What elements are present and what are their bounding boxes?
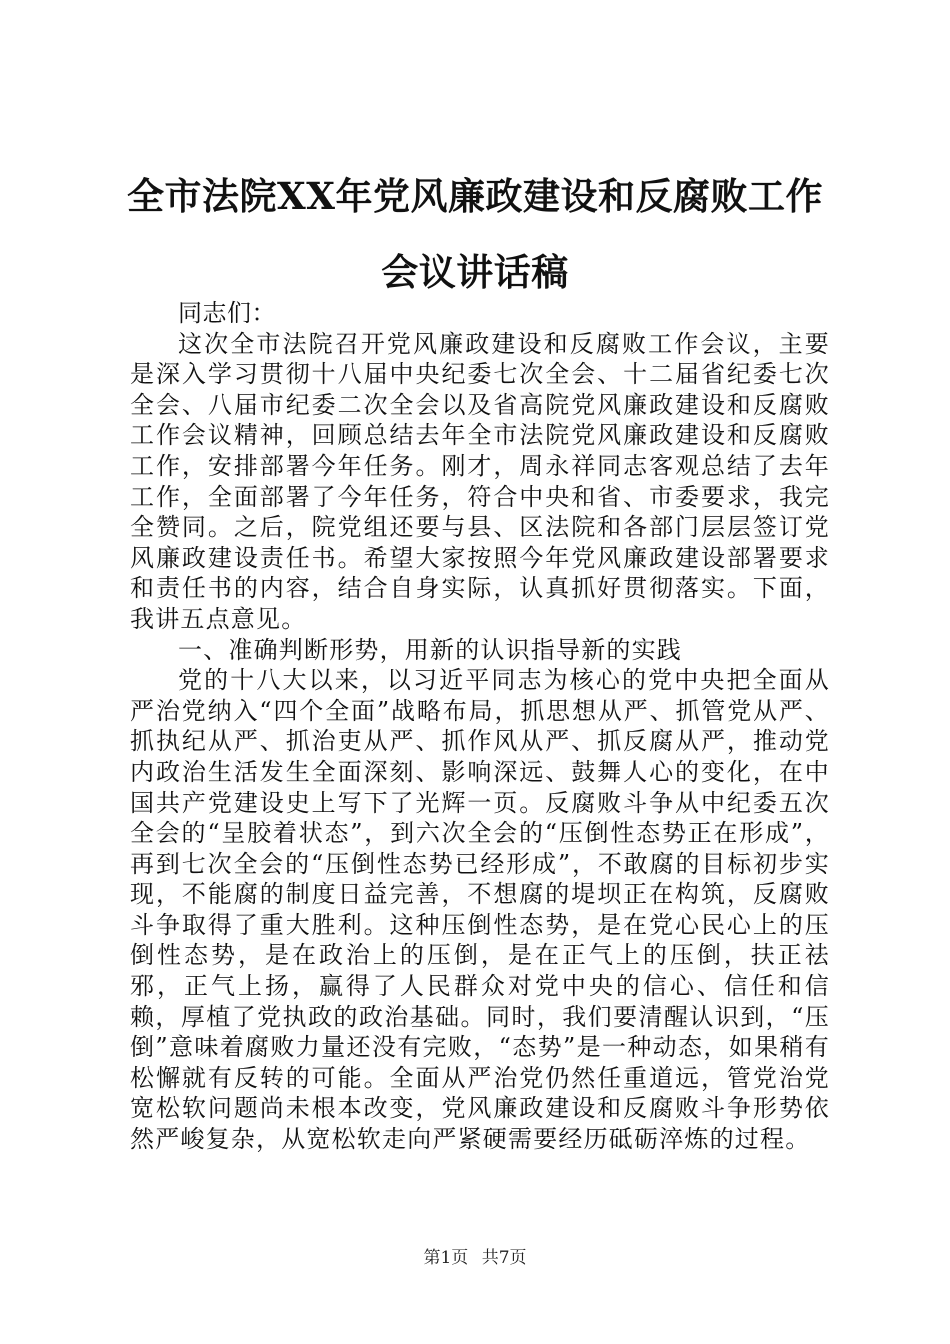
page-total: 共7页 bbox=[481, 1248, 527, 1268]
document-title: 全市法院XX年党风廉政建设和反腐败工作会议讲话稿 bbox=[127, 174, 823, 294]
paragraph-intro: 这次全市法院召开党风廉政建设和反腐败工作会议，主要是深入学习贯彻十八届中央纪委七次全会、十二届省纪委七次全会、八届市纪委二次全会以及省高院党风廉政建设和反腐败工作会议精神，回顾总结去年全市法院党风廉政建设和反腐败工作，安排部署今年任务。刚才，周永祥同志客观总结了去年工作，全面部署了今年任务，符合中央和省、市委要求，我完全赞同。之后，院党组还要与县、区法院和各部门层层签订党风廉政建设责任书。希望大家按照今年党风廉政建设部署要求和责任书的内容，结合自身实际，认真抓好贯彻落实。下面，我讲五点意见。 bbox=[130, 329, 830, 633]
page-footer bbox=[0, 1243, 950, 1268]
salutation: 同志们： bbox=[178, 299, 276, 327]
section-heading-1: 一、准确判断形势，用新的认识指导新的实践 bbox=[178, 635, 682, 664]
page-number: 第1页 bbox=[423, 1248, 469, 1268]
paragraph-section-1: 党的十八大以来，以习近平同志为核心的党中央把全面从严治党纳入“四个全面”战略布局，抓思想从严、抓管党从严、抓执纪从严、抓治吏从严、抓作风从严、抓反腐从严，推动党内政治生活发生全面深刻、影响深远、鼓舞人心的变化，在中国共产党建设史上写下了光辉一页。反腐败斗争从中纪委五次全会的“呈胶着状态”，到六次全会的“压倒性态势正在形成”，再到七次全会的“压倒性态势已经形成”，不敢腐的目标初步实现，不能腐的制度日益完善，不想腐的堤坝正在构筑，反腐败斗争取得了重大胜利。这种压倒性态势，是在党心民心上的压倒性态势，是在政治上的压倒，是在正气上的压倒，扶正祛邪，正气上扬，赢得了人民群众对党中央的信心、信任和信赖，厚植了党执政的政治基础。同时，我们要清醒认识到，“压倒”意味着腐败力量还没有完败，“态势”是一种动态，如果稍有松懈就有反转的可能。全面从严治党仍然任重道远，管党治党宽松软问题尚未根本改变，党风廉政建设和反腐败斗争形势依然严峻复杂，从宽松软走向严紧硬需要经历砥砺淬炼的过程。 bbox=[130, 666, 830, 1154]
document-body bbox=[130, 298, 830, 1155]
